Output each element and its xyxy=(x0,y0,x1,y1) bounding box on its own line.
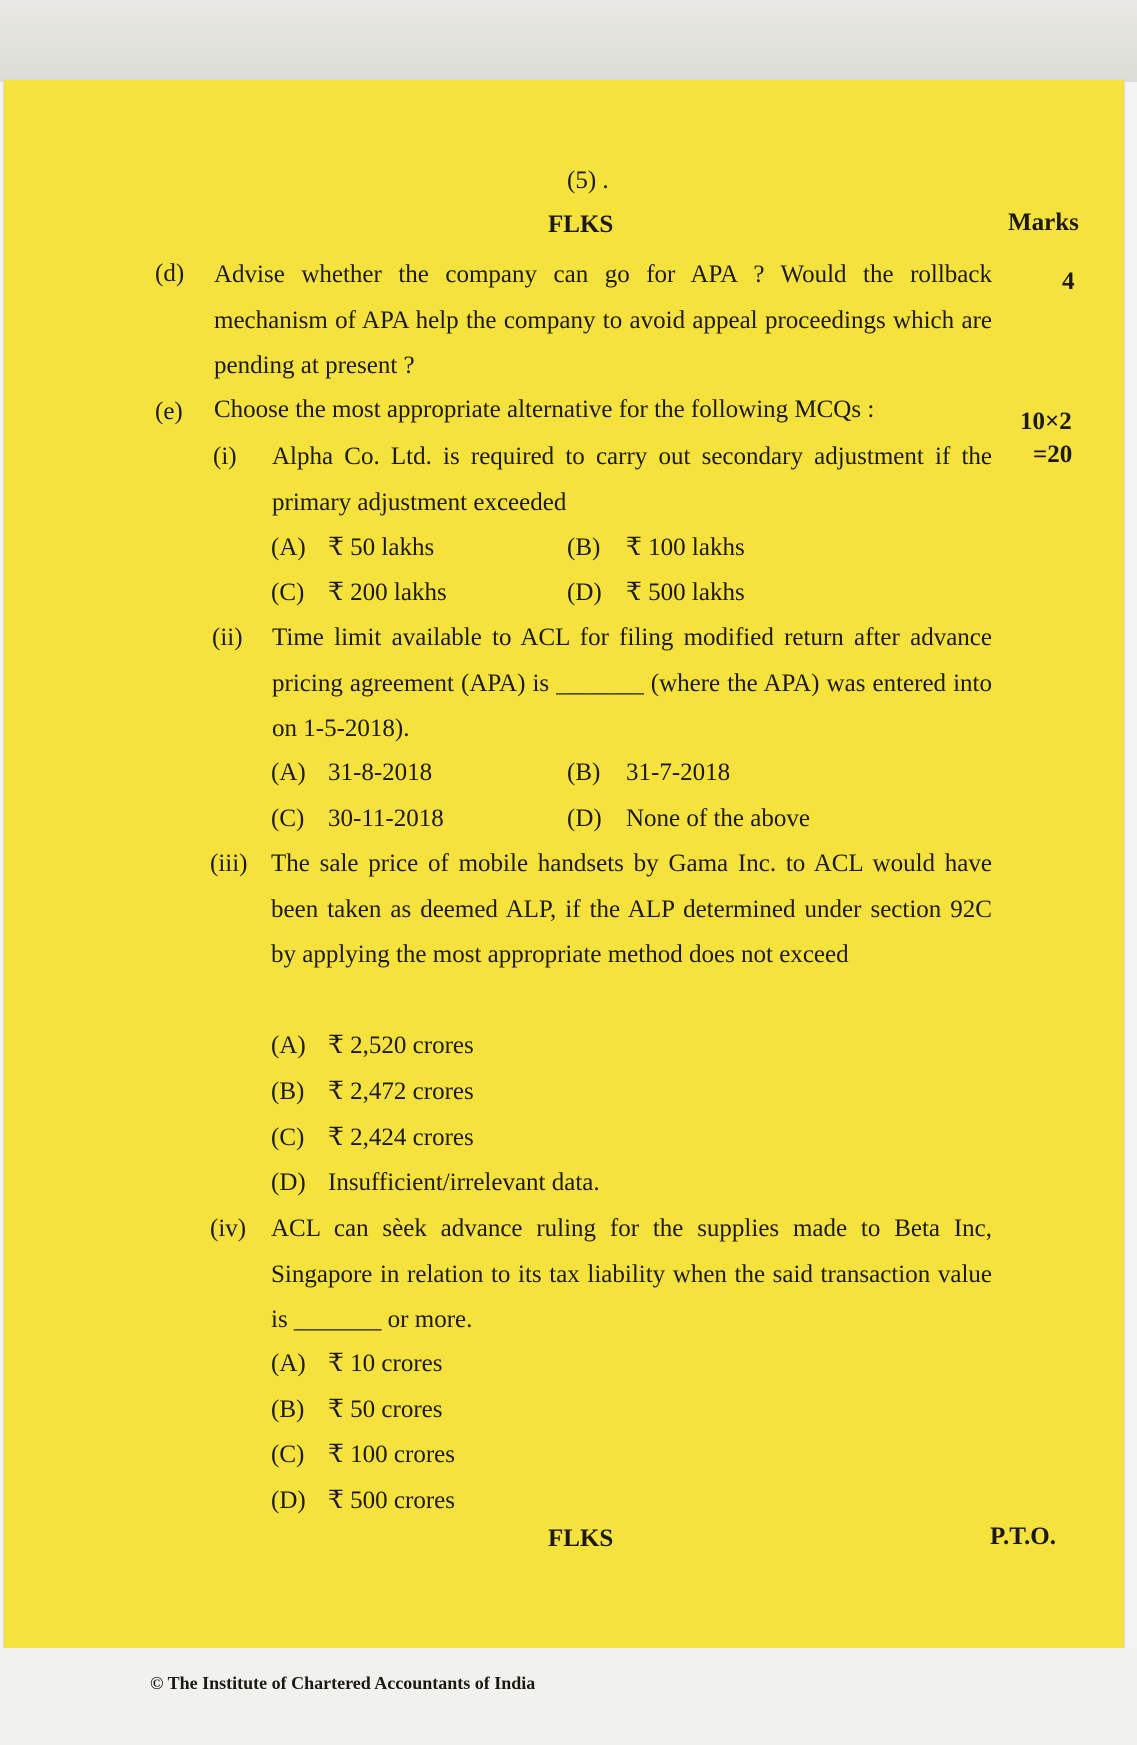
mcq-iv-option-b-label: (B) xyxy=(271,1396,305,1423)
mcq-iii-option-b-text: ₹ 2,472 crores xyxy=(328,1078,474,1105)
question-e-marks-line2: =20 xyxy=(1033,441,1073,468)
mcq-iv-option-a-label: (A) xyxy=(271,1350,306,1377)
mcq-i-number: (i) xyxy=(213,443,237,470)
mcq-iii-option-a-text: ₹ 2,520 crores xyxy=(328,1032,474,1059)
mcq-i-option-a-text: ₹ 50 lakhs xyxy=(328,534,435,561)
mcq-iii-text: The sale price of mobile handsets by Gama Inc. to ACL would have been taken as deemed ALP, if the ALP determined under section 92C by applying the most appropriate method does not exceed xyxy=(271,850,992,968)
mcq-iii-option-c-label: (C) xyxy=(271,1124,305,1151)
mcq-i-option-c-label: (C) xyxy=(271,579,305,606)
paper-code: FLKS xyxy=(548,211,614,238)
mcq-i-option-d-text: ₹ 500 lakhs xyxy=(626,579,745,606)
question-d-label: (d) xyxy=(155,260,185,287)
mcq-iv-number: (iv) xyxy=(210,1215,247,1242)
question-e-label: (e) xyxy=(155,398,183,425)
question-d-text: Advise whether the company can go for APA ? Would the rollback mechanism of APA help the company to avoid appeal proceedings which are pending at present ? xyxy=(214,261,992,379)
mcq-ii-option-b-text: 31-7-2018 xyxy=(626,759,731,786)
footer-paper-code: FLKS xyxy=(548,1525,614,1552)
mcq-ii-option-a-text: 31-8-2018 xyxy=(328,759,433,786)
mcq-ii-option-d-text: None of the above xyxy=(626,805,810,832)
mcq-iii-option-c-text: ₹ 2,424 crores xyxy=(328,1124,474,1151)
pto-note: P.T.O. xyxy=(990,1523,1056,1550)
marks-heading: Marks xyxy=(1008,209,1079,236)
mcq-i-option-c-text: ₹ 200 lakhs xyxy=(328,579,447,606)
mcq-ii-text: Time limit available to ACL for filing modified return after advance pricing agreement (APA) is _______ (where the APA) was entered into on 1-5-2018). xyxy=(272,624,992,742)
mcq-ii-option-c-label: (C) xyxy=(271,805,305,832)
mcq-ii-number: (ii) xyxy=(212,624,243,651)
mcq-iii-option-d-label: (D) xyxy=(271,1169,306,1196)
mcq-iii-option-a-label: (A) xyxy=(271,1032,306,1059)
mcq-iv-text: ACL can sèek advance ruling for the supplies made to Beta Inc, Singapore in relation to its tax liability when the said transaction value is _______ or more. xyxy=(271,1215,992,1333)
mcq-iv-option-a-text: ₹ 10 crores xyxy=(328,1350,443,1377)
copyright-notice: © The Institute of Chartered Accountants of India xyxy=(150,1673,536,1693)
mcq-iii-option-b-label: (B) xyxy=(271,1078,305,1105)
page-number: (5) . xyxy=(567,167,609,194)
mcq-iv-option-c-text: ₹ 100 crores xyxy=(328,1441,455,1468)
mcq-i-option-d-label: (D) xyxy=(567,579,602,606)
mcq-i-option-b-label: (B) xyxy=(567,534,601,561)
mcq-ii-option-a-label: (A) xyxy=(271,759,306,786)
mcq-iii-number: (iii) xyxy=(210,850,248,877)
question-e-marks-line1: 10×2 xyxy=(1020,408,1072,435)
mcq-iv-option-d-label: (D) xyxy=(271,1487,306,1514)
question-e-text: Choose the most appropriate alternative for the following MCQs : xyxy=(214,396,875,423)
mcq-ii-option-d-label: (D) xyxy=(567,805,602,832)
mcq-i-option-b-text: ₹ 100 lakhs xyxy=(626,534,745,561)
mcq-ii-option-b-label: (B) xyxy=(567,759,601,786)
mcq-i-option-a-label: (A) xyxy=(271,534,306,561)
mcq-i-text: Alpha Co. Ltd. is required to carry out secondary adjustment if the primary adjustment exceeded xyxy=(272,443,992,516)
question-d-marks: 4 xyxy=(1062,268,1075,295)
mcq-iv-option-b-text: ₹ 50 crores xyxy=(328,1396,443,1423)
mcq-iv-option-c-label: (C) xyxy=(271,1441,305,1468)
scan-top-margin xyxy=(0,0,1137,82)
mcq-iii-option-d-text: Insufficient/irrelevant data. xyxy=(328,1169,600,1196)
mcq-iv-option-d-text: ₹ 500 crores xyxy=(328,1487,455,1514)
mcq-ii-option-c-text: 30-11-2018 xyxy=(328,805,444,832)
